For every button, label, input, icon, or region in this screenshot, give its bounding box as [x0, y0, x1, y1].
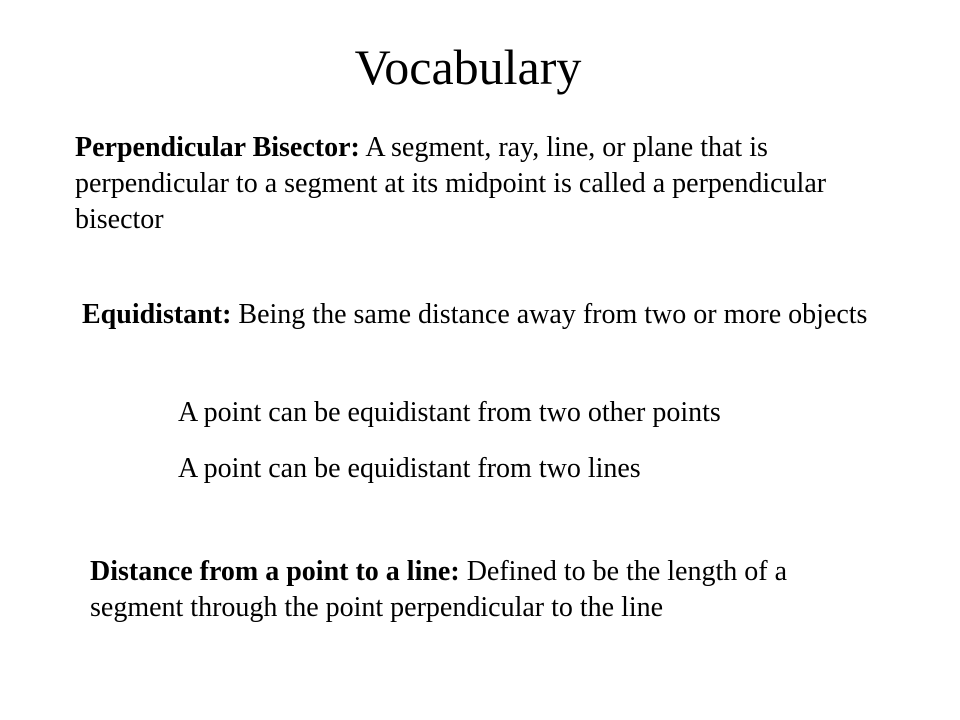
- definition-text: A segment, ray, line, or plane that is perpendicular to a segment at its midpoint is called a perpendicular bisector: [75, 132, 827, 235]
- definition-perpendicular-bisector: [75, 130, 875, 238]
- definition-text: Defined to be the length of a segment through the point perpendicular to the line: [90, 556, 788, 623]
- slide-title: Vocabulary: [354, 39, 582, 95]
- definition-distance-point-to-line: [90, 554, 870, 626]
- definition-term: Perpendicular Bisector:: [75, 132, 360, 163]
- equidistant-example-points: A point can be equidistant from two other points: [178, 397, 721, 428]
- definition-term: Equidistant:: [82, 299, 232, 330]
- definition-text: Being the same distance away from two or more objects: [238, 299, 868, 330]
- equidistant-example-lines: A point can be equidistant from two lines: [178, 453, 641, 484]
- definition-term: Distance from a point to a line:: [90, 556, 460, 587]
- definition-equidistant: [82, 297, 902, 333]
